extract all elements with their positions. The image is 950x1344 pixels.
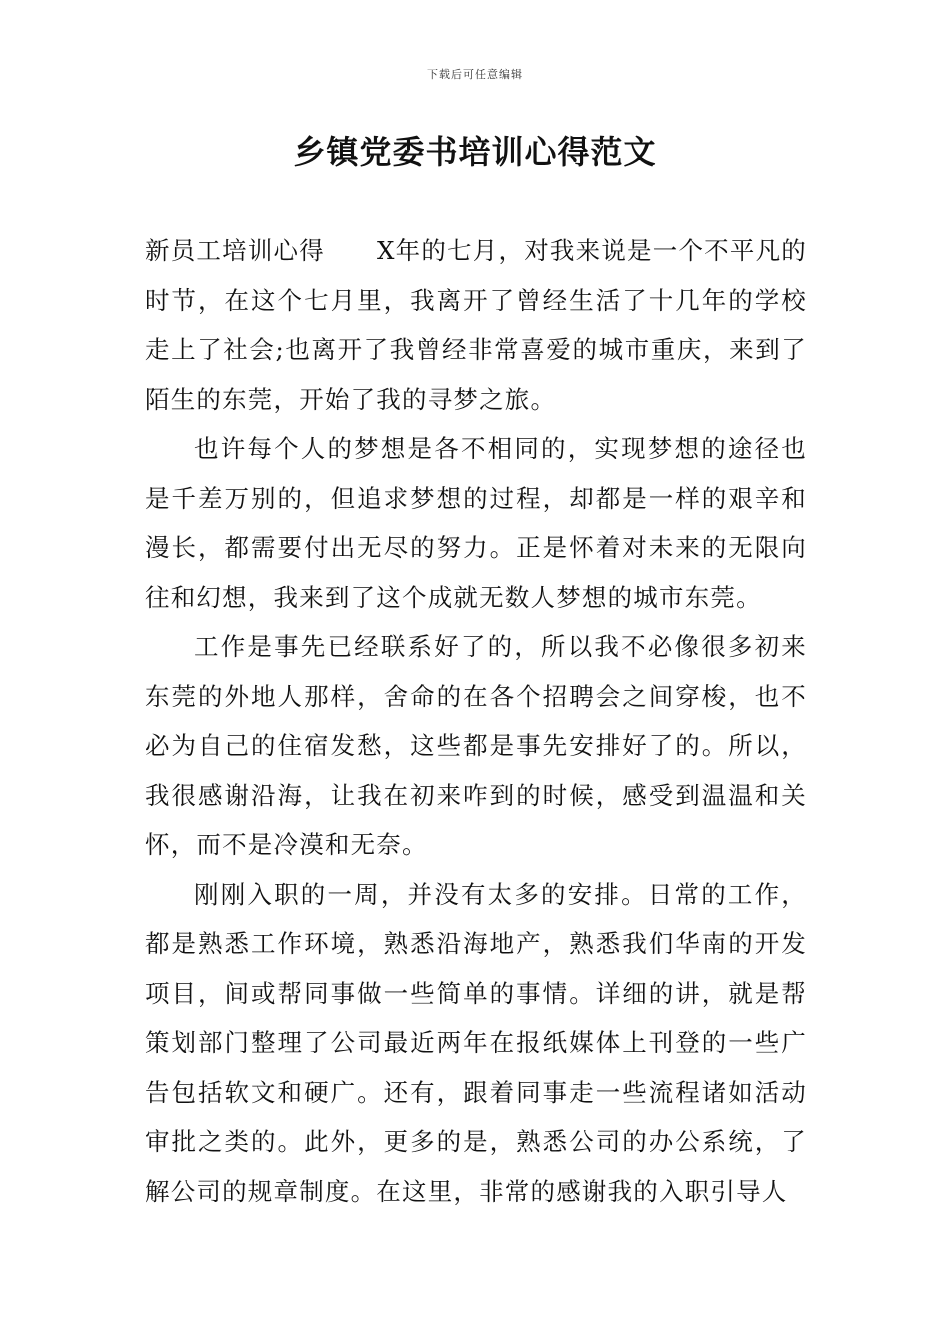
paragraph-1-text: X年的七月，对我来说是一个不平凡的时节，在这个七月里，我离开了曾经生活了十几年的学校走上了社会;也离开了我曾经非常喜爱的城市重庆，来到了陌生的东莞，开始了我的寻梦之旅。 [145, 236, 807, 414]
paragraph-4: 刚刚入职的一周，并没有太多的安排。日常的工作，都是熟悉工作环境，熟悉沿海地产，熟悉我们华南的开发项目，间或帮同事做一些简单的事情。详细的讲，就是帮策划部门整理了公司最近两年在报纸媒体上刊登的一些广告包括软文和硬广。还有，跟着同事走一些流程诸如活动审批之类的。此外，更多的是，熟悉公司的办公系统，了解公司的规章制度。在这里，非常的感谢我的入职引导人 [145, 879, 807, 1206]
paragraph-1 [145, 226, 807, 424]
page-header-note: 下载后可任意编辑 [427, 68, 523, 81]
paragraph-3: 工作是事先已经联系好了的，所以我不必像很多初来东莞的外地人那样，舍命的在各个招聘会之间穿梭，也不必为自己的住宿发愁，这些都是事先安排好了的。所以，我很感谢沿海，让我在初来咋到的时候，感受到温温和关怀，而不是冷漠和无奈。 [145, 632, 807, 859]
document-body [145, 226, 807, 1216]
paragraph-2: 也许每个人的梦想是各不相同的，实现梦想的途径也是千差万别的，但追求梦想的过程，却都是一样的艰辛和漫长，都需要付出无尽的努力。正是怀着对未来的无限向往和幻想，我来到了这个成就无数人梦想的城市东莞。 [145, 434, 807, 612]
document-title: 乡镇党委书培训心得范文 [293, 133, 657, 171]
paragraph-1-lead: 新员工培训心得 [145, 236, 325, 265]
